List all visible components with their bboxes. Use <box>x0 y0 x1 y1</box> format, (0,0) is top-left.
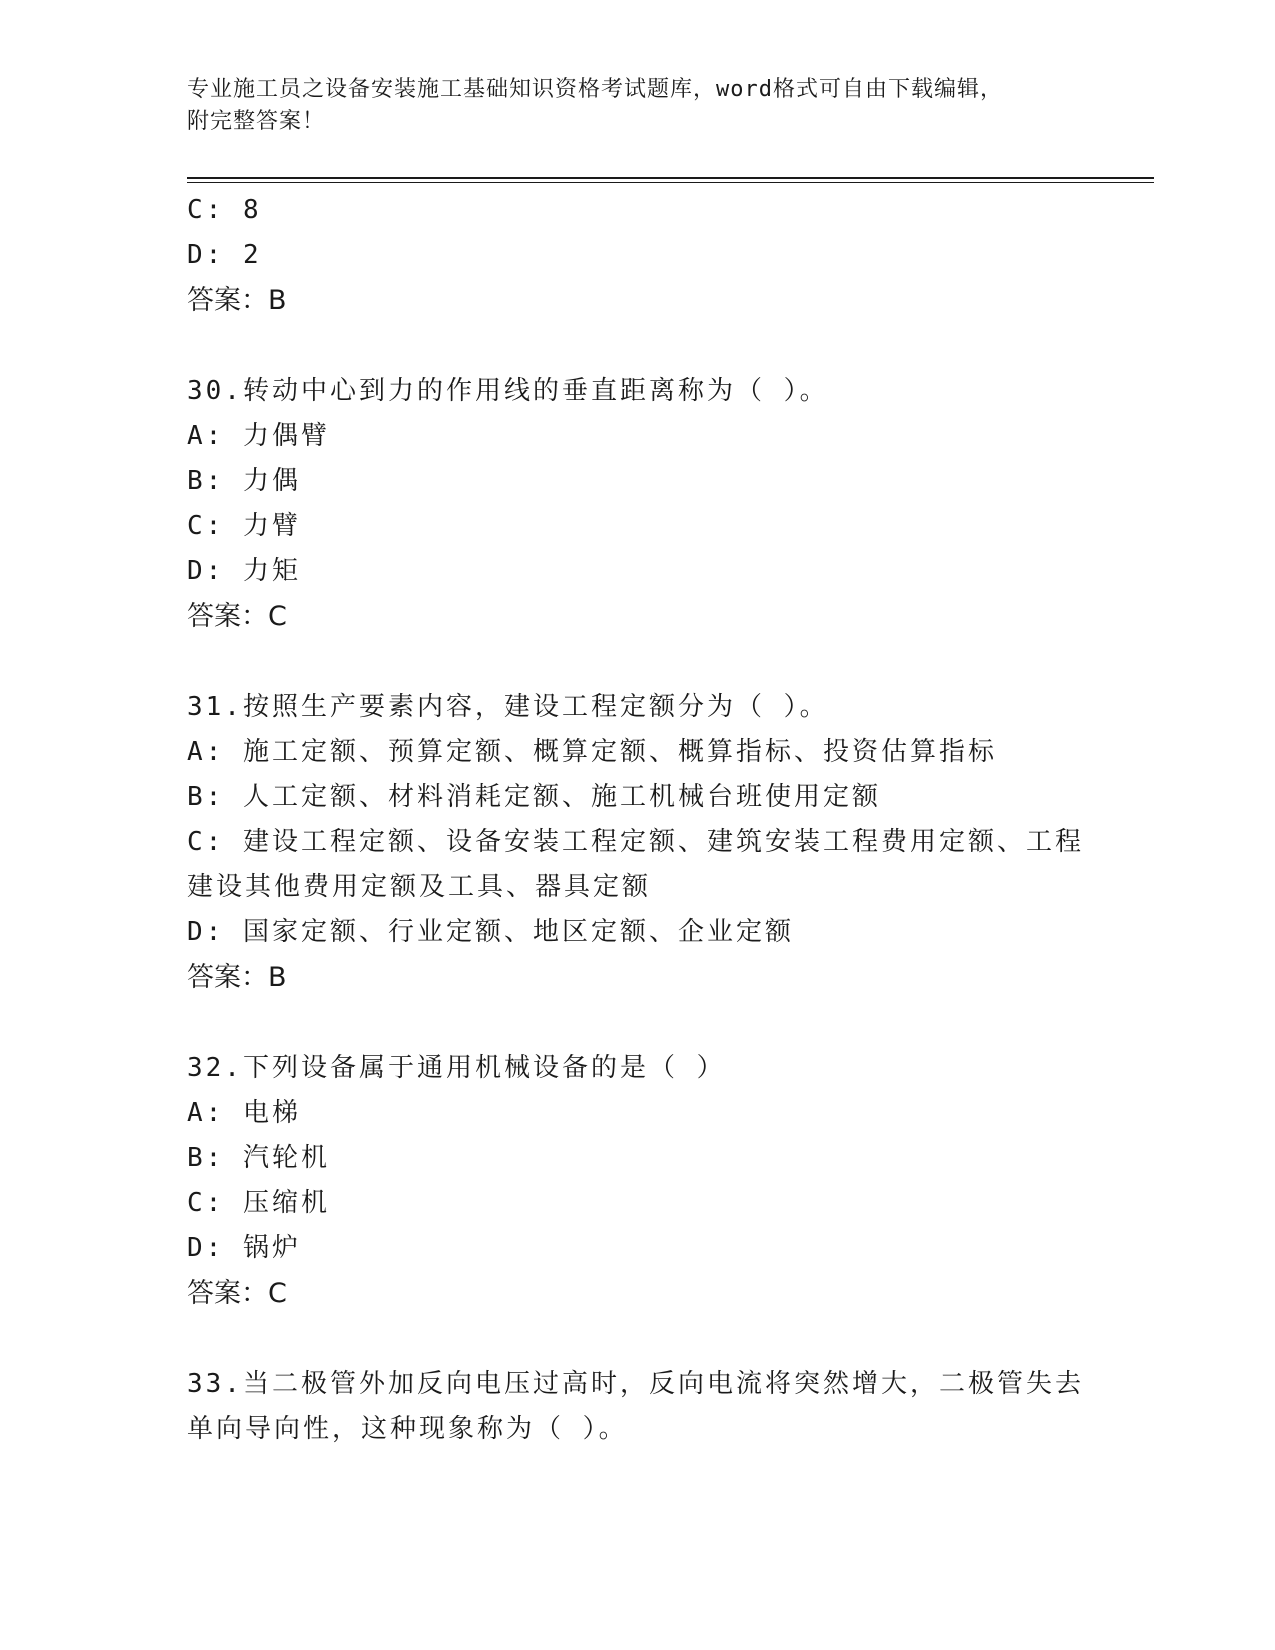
option-d: D: 2 <box>187 240 262 270</box>
spacer <box>187 639 1107 685</box>
spacer <box>187 1316 1107 1362</box>
option-a: A: 电梯 <box>187 1098 301 1128</box>
question-30 <box>187 369 1107 639</box>
question-stem-continued: 单向导向性，这种现象称为（ ）。 <box>187 1414 628 1444</box>
option-c: C: 力臂 <box>187 511 301 541</box>
spacer <box>187 1000 1107 1046</box>
option-b: B: 人工定额、材料消耗定额、施工机械台班使用定额 <box>187 782 881 812</box>
question-33 <box>187 1362 1107 1452</box>
question-stem: 33.当二极管外加反向电压过高时，反向电流将突然增大，二极管失去 <box>187 1369 1084 1399</box>
option-a: A: 力偶臂 <box>187 421 330 451</box>
header-line-1: 专业施工员之设备安装施工基础知识资格考试题库，word格式可自由下载编辑， <box>187 77 1003 102</box>
option-d: D: 锅炉 <box>187 1233 301 1263</box>
question-stem: 30.转动中心到力的作用线的垂直距离称为（ ）。 <box>187 376 829 406</box>
option-c: C: 压缩机 <box>187 1188 330 1218</box>
previous-question-tail <box>187 188 1107 323</box>
option-d: D: 力矩 <box>187 556 301 586</box>
option-c: C: 8 <box>187 195 262 225</box>
header-line-2: 附完整答案！ <box>187 109 326 134</box>
answer-line: 答案：C <box>187 601 287 632</box>
answer-line: 答案：B <box>187 962 287 993</box>
document-header <box>187 74 1087 138</box>
answer-line: 答案：B <box>187 285 287 316</box>
answer-line: 答案：C <box>187 1278 287 1309</box>
option-b: B: 力偶 <box>187 466 301 496</box>
option-c-continued: 建设其他费用定额及工具、器具定额 <box>187 872 652 902</box>
option-b: B: 汽轮机 <box>187 1143 330 1173</box>
question-31 <box>187 685 1107 1000</box>
option-a: A: 施工定额、预算定额、概算定额、概算指标、投资估算指标 <box>187 737 997 767</box>
question-stem: 31.按照生产要素内容，建设工程定额分为（ ）。 <box>187 692 829 722</box>
spacer <box>187 323 1107 369</box>
question-32 <box>187 1046 1107 1316</box>
header-divider-thick <box>187 177 1154 179</box>
option-c: C: 建设工程定额、设备安装工程定额、建筑安装工程费用定额、工程 <box>187 827 1084 857</box>
question-body <box>187 188 1107 1452</box>
header-divider-thin <box>187 182 1154 183</box>
question-stem: 32.下列设备属于通用机械设备的是（ ） <box>187 1053 726 1083</box>
option-d: D: 国家定额、行业定额、地区定额、企业定额 <box>187 917 794 947</box>
